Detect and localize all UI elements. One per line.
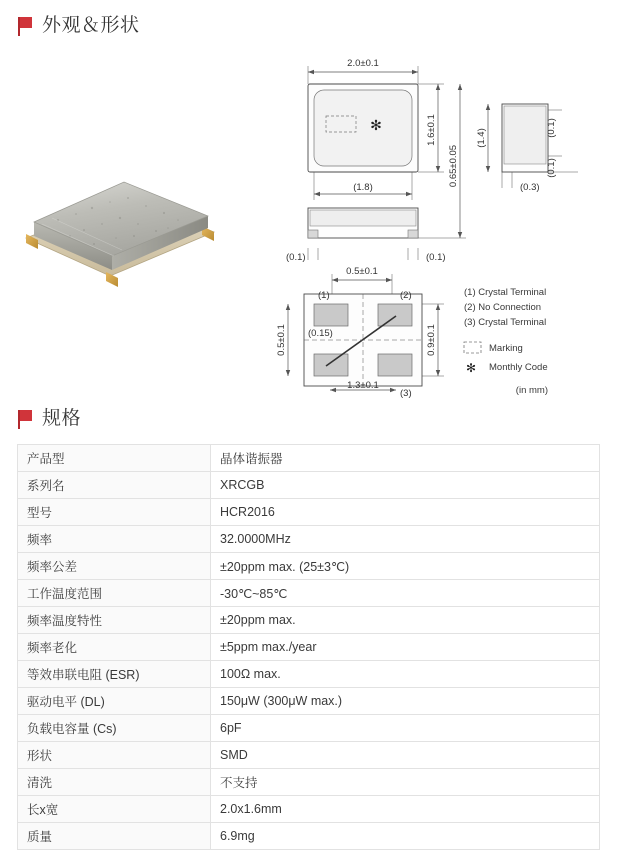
spec-value: 6pF	[211, 715, 600, 742]
dim-pad-pitch-x: 0.5±0.1	[346, 266, 378, 277]
spec-key: 频率老化	[18, 634, 211, 661]
spec-key: 清洗	[18, 769, 211, 796]
spec-key: 产品型	[18, 445, 211, 472]
legend-marking-label: Marking	[489, 343, 523, 354]
monthly-code-star-icon: ✻	[466, 361, 477, 375]
terminal-number-2: (2)	[400, 290, 412, 301]
spec-value: 100Ω max.	[211, 661, 600, 688]
table-row	[18, 526, 600, 553]
spec-value: ±20ppm max.	[211, 607, 600, 634]
table-row	[18, 472, 600, 499]
table-row	[18, 715, 600, 742]
spec-key: 系列名	[18, 472, 211, 499]
spec-value: XRCGB	[211, 472, 600, 499]
dim-end-h1: (1.4)	[476, 128, 487, 148]
spec-value: HCR2016	[211, 499, 600, 526]
spec-key: 工作温度范围	[18, 580, 211, 607]
dim-pad-pitch-y: 0.9±0.1	[426, 324, 437, 356]
spec-section	[0, 395, 617, 850]
appearance-title: 外观＆形状	[42, 15, 140, 36]
marking-star-symbol: ✻	[370, 117, 382, 133]
table-row	[18, 742, 600, 769]
dim-side-pad-right: (0.1)	[426, 252, 446, 263]
dim-pad-left-vertical: 0.5±0.1	[276, 324, 287, 356]
spec-table	[17, 444, 600, 850]
terminal-number-3: (3)	[400, 388, 412, 399]
terminal-number-1: (1)	[318, 290, 330, 301]
spec-key: 形状	[18, 742, 211, 769]
dim-top-inner-width: (1.8)	[353, 182, 373, 193]
table-row	[18, 796, 600, 823]
spec-value: ±20ppm max. (25±3℃)	[211, 553, 600, 580]
dim-side-pad-left: (0.1)	[286, 252, 306, 263]
table-row	[18, 661, 600, 688]
table-row	[18, 445, 600, 472]
table-row	[18, 634, 600, 661]
table-row	[18, 499, 600, 526]
marking-box-icon	[464, 342, 481, 353]
dim-end-width: (0.3)	[520, 182, 540, 193]
spec-value: 不支持	[211, 769, 600, 796]
dim-side-thickness: 0.65±0.05	[448, 144, 459, 188]
spec-section-header	[0, 395, 617, 430]
unit-note: (in mm)	[515, 385, 548, 396]
product-photo	[18, 150, 238, 290]
legend-monthly-label: Monthly Code	[489, 362, 548, 373]
flag-icon	[18, 410, 33, 429]
spec-title: 规格	[42, 408, 82, 429]
appearance-section-header	[0, 0, 617, 37]
table-row	[18, 823, 600, 850]
spec-value: 2.0x1.6mm	[211, 796, 600, 823]
table-row	[18, 607, 600, 634]
legend-line-3: (3) Crystal Terminal	[464, 317, 547, 328]
spec-key: 频率	[18, 526, 211, 553]
spec-value: 6.9mg	[211, 823, 600, 850]
spec-key: 频率公差	[18, 553, 211, 580]
dim-top-height: 1.6±0.1	[426, 114, 437, 146]
spec-key: 型号	[18, 499, 211, 526]
spec-value: 32.0000MHz	[211, 526, 600, 553]
dim-end-h3: (0.1)	[546, 158, 557, 178]
spec-key: 长x宽	[18, 796, 211, 823]
spec-key: 负载电容量 (Cs)	[18, 715, 211, 742]
table-row	[18, 769, 600, 796]
table-row	[18, 688, 600, 715]
flag-icon	[18, 17, 33, 36]
appearance-section	[0, 0, 617, 399]
spec-key: 等效串联电阻 (ESR)	[18, 661, 211, 688]
legend-line-1: (1) Crystal Terminal	[464, 287, 547, 298]
spec-value: 晶体谐振器	[211, 445, 600, 472]
spec-value: ±5ppm max./year	[211, 634, 600, 661]
dim-pad-bottom: 1.3±0.1	[347, 380, 379, 391]
table-row	[18, 580, 600, 607]
spec-key: 频率温度特性	[18, 607, 211, 634]
spec-value: -30℃~85℃	[211, 580, 600, 607]
spec-value: SMD	[211, 742, 600, 769]
technical-drawing	[248, 48, 603, 399]
spec-key: 驱动电平 (DL)	[18, 688, 211, 715]
spec-key: 质量	[18, 823, 211, 850]
table-row	[18, 553, 600, 580]
legend-line-2: (2) No Connection	[464, 302, 542, 313]
dim-pad-small: (0.15)	[308, 328, 333, 339]
dim-end-h2: (0.1)	[546, 118, 557, 138]
dim-top-width: 2.0±0.1	[347, 58, 379, 69]
spec-value: 150μW (300μW max.)	[211, 688, 600, 715]
